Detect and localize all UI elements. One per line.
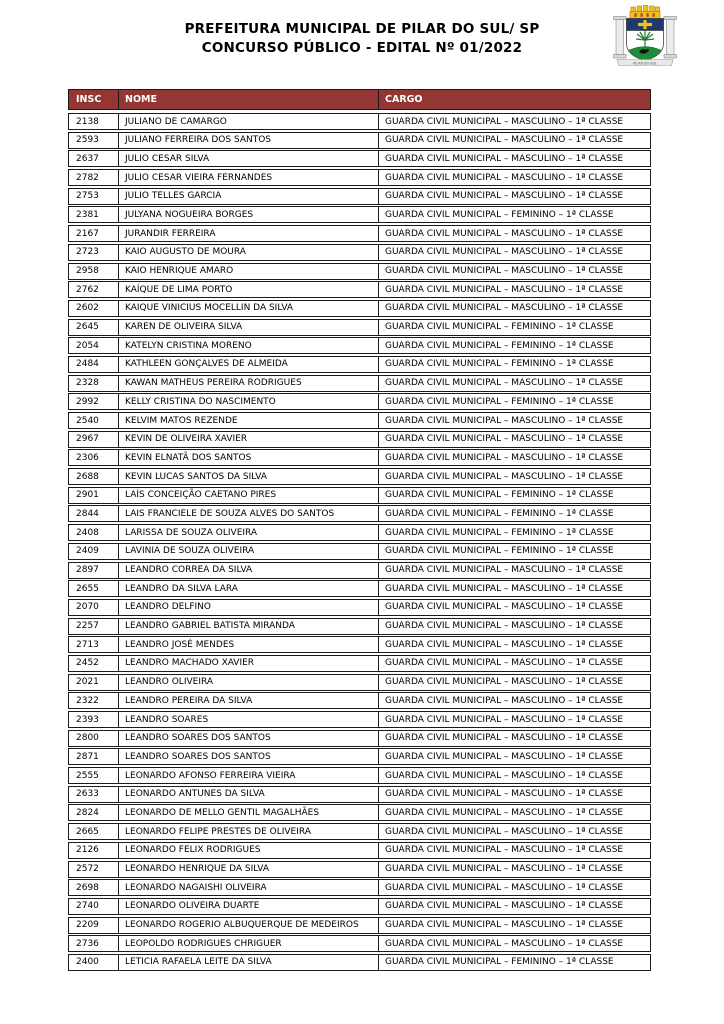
table-row xyxy=(68,449,651,466)
table-row xyxy=(68,356,651,373)
cell-cargo: GUARDA CIVIL MUNICIPAL – MASCULINO – 1ª CLASSE xyxy=(378,282,650,297)
cell-nome: LAVINIA DE SOUZA OLIVEIRA xyxy=(118,544,378,559)
cell-insc: 2762 xyxy=(76,284,99,295)
cell-nome: LEANDRO PEREIRA DA SILVA xyxy=(118,693,378,708)
cell-nome: KAREN DE OLIVEIRA SILVA xyxy=(118,320,378,335)
cell-insc: 2138 xyxy=(76,116,99,127)
cell-insc: 2167 xyxy=(76,228,99,239)
table-row xyxy=(68,412,651,429)
cell-nome: LEANDRO OLIVEIRA xyxy=(118,675,378,690)
banner-icon xyxy=(617,60,673,66)
table-row xyxy=(68,319,651,336)
cell-nome: KELLY CRISTINA DO NASCIMENTO xyxy=(118,394,378,409)
cell-nome: JULIANO FERREIRA DOS SANTOS xyxy=(118,133,378,148)
table-row xyxy=(68,132,651,149)
cell-insc: 2593 xyxy=(76,135,99,146)
cell-cargo: GUARDA CIVIL MUNICIPAL – FEMININO – 1ª CLASSE xyxy=(378,320,650,335)
table-row xyxy=(68,543,651,560)
table-row xyxy=(68,169,651,186)
cell-nome: LEONARDO ROGERIO ALBUQUERQUE DE MEDEIROS xyxy=(118,918,378,933)
banner-text: PILAR DO SUL xyxy=(633,61,657,66)
cell-insc: 2257 xyxy=(76,621,99,632)
cell-cargo: GUARDA CIVIL MUNICIPAL – MASCULINO – 1ª CLASSE xyxy=(378,170,650,185)
cell-insc: 2740 xyxy=(76,901,99,912)
table-row xyxy=(68,337,651,354)
table-row xyxy=(68,636,651,653)
cell-nome: KATHLEEN GONÇALVES DE ALMEIDA xyxy=(118,357,378,372)
cell-insc: 2800 xyxy=(76,733,99,744)
cell-cargo: GUARDA CIVIL MUNICIPAL – FEMININO – 1ª CLASSE xyxy=(378,506,650,521)
table-row xyxy=(68,487,651,504)
table-row xyxy=(68,375,651,392)
cell-cargo: GUARDA CIVIL MUNICIPAL – FEMININO – 1ª CLASSE xyxy=(378,525,650,540)
cell-nome: KAÍQUE DE LIMA PORTO xyxy=(118,282,378,297)
cell-nome: KAIQUE VINICIUS MOCELLIN DA SILVA xyxy=(118,301,378,316)
cell-insc: 2070 xyxy=(76,602,99,613)
cell-insc: 2992 xyxy=(76,396,99,407)
table-row xyxy=(68,188,651,205)
cell-nome: LEANDRO DELFINO xyxy=(118,600,378,615)
crown-icon xyxy=(630,5,660,18)
cell-cargo: GUARDA CIVIL MUNICIPAL – MASCULINO – 1ª CLASSE xyxy=(378,656,650,671)
cell-cargo: GUARDA CIVIL MUNICIPAL – MASCULINO – 1ª CLASSE xyxy=(378,918,650,933)
cell-insc: 2633 xyxy=(76,789,99,800)
cell-cargo: GUARDA CIVIL MUNICIPAL – MASCULINO – 1ª CLASSE xyxy=(378,862,650,877)
cell-cargo: GUARDA CIVIL MUNICIPAL – MASCULINO – 1ª CLASSE xyxy=(378,189,650,204)
cell-cargo: GUARDA CIVIL MUNICIPAL – FEMININO – 1ª CLASSE xyxy=(378,338,650,353)
table-row xyxy=(68,431,651,448)
cell-insc: 2572 xyxy=(76,864,99,874)
results-table xyxy=(68,89,651,973)
table-row xyxy=(68,468,651,485)
cell-insc: 2901 xyxy=(76,490,99,501)
table-header-row xyxy=(68,89,651,110)
cell-cargo: GUARDA CIVIL MUNICIPAL – MASCULINO – 1ª CLASSE xyxy=(378,675,650,690)
table-row xyxy=(68,954,651,971)
cell-nome: LEANDRO CORREA DA SILVA xyxy=(118,563,378,578)
cell-insc: 2209 xyxy=(76,920,99,931)
cell-cargo: GUARDA CIVIL MUNICIPAL – MASCULINO – 1ª CLASSE xyxy=(378,693,650,708)
table-row xyxy=(68,917,651,934)
cell-insc: 2665 xyxy=(76,826,99,837)
cell-cargo: GUARDA CIVIL MUNICIPAL – MASCULINO – 1ª CLASSE xyxy=(378,114,650,129)
table-row xyxy=(68,804,651,821)
table-row xyxy=(68,562,651,579)
table-row xyxy=(68,113,651,130)
table-row xyxy=(68,618,651,635)
cell-cargo: GUARDA CIVIL MUNICIPAL – FEMININO – 1ª CLASSE xyxy=(378,955,650,970)
cell-insc: 2400 xyxy=(76,957,99,968)
table-row xyxy=(68,748,651,765)
cell-cargo: GUARDA CIVIL MUNICIPAL – MASCULINO – 1ª CLASSE xyxy=(378,301,650,316)
table-row xyxy=(68,393,651,410)
cell-cargo: GUARDA CIVIL MUNICIPAL – MASCULINO – 1ª CLASSE xyxy=(378,805,650,820)
cell-insc: 2602 xyxy=(76,303,99,314)
table-row xyxy=(68,655,651,672)
cell-nome: KAIO HENRIQUE AMARO xyxy=(118,264,378,279)
table-row xyxy=(68,935,651,952)
table-row xyxy=(68,823,651,840)
cell-nome: KEVIN LUCAS SANTOS DA SILVA xyxy=(118,469,378,484)
cell-cargo: GUARDA CIVIL MUNICIPAL – FEMININO – 1ª CLASSE xyxy=(378,207,650,222)
cell-cargo: GUARDA CIVIL MUNICIPAL – MASCULINO – 1ª CLASSE xyxy=(378,469,650,484)
cell-insc: 2408 xyxy=(76,527,99,538)
cell-cargo: GUARDA CIVIL MUNICIPAL – MASCULINO – 1ª CLASSE xyxy=(378,413,650,428)
cell-cargo: GUARDA CIVIL MUNICIPAL – MASCULINO – 1ª CLASSE xyxy=(378,432,650,447)
cell-cargo: GUARDA CIVIL MUNICIPAL – MASCULINO – 1ª CLASSE xyxy=(378,151,650,166)
cell-nome: JULYANA NOGUEIRA BORGES xyxy=(118,207,378,222)
table-row xyxy=(68,879,651,896)
cell-insc: 2897 xyxy=(76,565,99,575)
cell-insc: 2484 xyxy=(76,359,99,370)
cell-cargo: GUARDA CIVIL MUNICIPAL – MASCULINO – 1ª CLASSE xyxy=(378,843,650,858)
cell-cargo: GUARDA CIVIL MUNICIPAL – MASCULINO – 1ª CLASSE xyxy=(378,731,650,746)
cell-insc: 2393 xyxy=(76,714,99,725)
cell-insc: 2645 xyxy=(76,322,99,333)
cell-nome: KEVIN DE OLIVEIRA XAVIER xyxy=(118,432,378,447)
cell-nome: JULIANO DE CAMARGO xyxy=(118,114,378,129)
cell-insc: 2021 xyxy=(76,677,99,688)
table-row xyxy=(68,692,651,709)
cell-nome: LETICIA RAFAELA LEITE DA SILVA xyxy=(118,955,378,970)
cell-nome: JULIO CESAR VIEIRA FERNANDES xyxy=(118,170,378,185)
cell-insc: 2126 xyxy=(76,845,99,856)
cell-nome: JULIO TELLES GARCIA xyxy=(118,189,378,204)
cell-insc: 2540 xyxy=(76,415,99,426)
cell-cargo: GUARDA CIVIL MUNICIPAL – MASCULINO – 1ª CLASSE xyxy=(378,880,650,895)
cell-cargo: GUARDA CIVIL MUNICIPAL – MASCULINO – 1ª CLASSE xyxy=(378,637,650,652)
cell-cargo: GUARDA CIVIL MUNICIPAL – MASCULINO – 1ª CLASSE xyxy=(378,226,650,241)
cell-cargo: GUARDA CIVIL MUNICIPAL – MASCULINO – 1ª CLASSE xyxy=(378,264,650,279)
cell-insc: 2054 xyxy=(76,340,99,351)
table-row xyxy=(68,263,651,280)
cell-cargo: GUARDA CIVIL MUNICIPAL – MASCULINO – 1ª CLASSE xyxy=(378,712,650,727)
table-row xyxy=(68,599,651,616)
cell-insc: 2381 xyxy=(76,209,99,220)
cell-nome: LEANDRO SOARES xyxy=(118,712,378,727)
cell-insc: 2713 xyxy=(76,639,99,650)
cell-cargo: GUARDA CIVIL MUNICIPAL – MASCULINO – 1ª CLASSE xyxy=(378,749,650,764)
cell-insc: 2871 xyxy=(76,751,99,762)
cell-nome: KEVIN ELNATÃ DOS SANTOS xyxy=(118,450,378,465)
cell-nome: LEONARDO FELIPE PRESTES DE OLIVEIRA xyxy=(118,824,378,839)
cell-nome: LEONARDO HENRIQUE DA SILVA xyxy=(118,862,378,877)
shield-icon xyxy=(627,19,664,61)
table-row xyxy=(68,580,651,597)
cell-cargo: GUARDA CIVIL MUNICIPAL – FEMININO – 1ª CLASSE xyxy=(378,544,650,559)
cell-nome: LEANDRO MACHADO XAVIER xyxy=(118,656,378,671)
cell-insc: 2844 xyxy=(76,508,99,519)
table-row xyxy=(68,524,651,541)
cell-cargo: GUARDA CIVIL MUNICIPAL – MASCULINO – 1ª CLASSE xyxy=(378,133,650,148)
table-row xyxy=(68,842,651,859)
cell-cargo: GUARDA CIVIL MUNICIPAL – MASCULINO – 1ª CLASSE xyxy=(378,768,650,783)
cell-nome: LEONARDO AFONSO FERREIRA VIEIRA xyxy=(118,768,378,783)
cell-insc: 2452 xyxy=(76,658,99,669)
cell-insc: 2306 xyxy=(76,452,99,463)
cell-nome: LAIS FRANCIELE DE SOUZA ALVES DO SANTOS xyxy=(118,506,378,521)
table-row xyxy=(68,244,651,261)
cell-nome: KAIO AUGUSTO DE MOURA xyxy=(118,245,378,260)
table-row xyxy=(68,206,651,223)
cell-insc: 2753 xyxy=(76,191,99,202)
cell-cargo: GUARDA CIVIL MUNICIPAL – MASCULINO – 1ª CLASSE xyxy=(378,619,650,634)
column-header-cargo: CARGO xyxy=(378,90,650,109)
table-row xyxy=(68,300,651,317)
cell-cargo: GUARDA CIVIL MUNICIPAL – MASCULINO – 1ª CLASSE xyxy=(378,245,650,260)
page-title: PREFEITURA MUNICIPAL DE PILAR DO SUL/ SP xyxy=(184,21,540,37)
cell-nome: LEANDRO DA SILVA LARA xyxy=(118,581,378,596)
table-body xyxy=(68,113,651,971)
table-row xyxy=(68,711,651,728)
table-row xyxy=(68,861,651,878)
cell-cargo: GUARDA CIVIL MUNICIPAL – MASCULINO – 1ª CLASSE xyxy=(378,936,650,951)
cell-nome: LEANDRO SOARES DOS SANTOS xyxy=(118,749,378,764)
right-column-icon xyxy=(664,17,677,59)
cell-cargo: GUARDA CIVIL MUNICIPAL – FEMININO – 1ª CLASSE xyxy=(378,394,650,409)
cell-nome: LEANDRO SOARES DOS SANTOS xyxy=(118,731,378,746)
cell-cargo: GUARDA CIVIL MUNICIPAL – MASCULINO – 1ª CLASSE xyxy=(378,563,650,578)
cell-insc: 2824 xyxy=(76,807,99,818)
cell-nome: KELVIM MATOS REZENDE xyxy=(118,413,378,428)
table-row xyxy=(68,281,651,298)
cell-insc: 2328 xyxy=(76,378,99,389)
table-row xyxy=(68,150,651,167)
cell-insc: 2655 xyxy=(76,583,99,594)
cell-nome: LEONARDO DE MELLO GENTIL MAGALHÃES xyxy=(118,805,378,820)
table-row xyxy=(68,505,651,522)
coat-of-arms-icon xyxy=(610,3,680,69)
cell-cargo: GUARDA CIVIL MUNICIPAL – MASCULINO – 1ª CLASSE xyxy=(378,787,650,802)
cell-nome: KAWAN MATHEUS PEREIRA RODRIGUES xyxy=(118,376,378,391)
cell-insc: 2967 xyxy=(76,434,99,445)
cell-insc: 2637 xyxy=(76,153,99,164)
cell-cargo: GUARDA CIVIL MUNICIPAL – MASCULINO – 1ª CLASSE xyxy=(378,600,650,615)
table-row xyxy=(68,767,651,784)
cell-insc: 2322 xyxy=(76,695,99,706)
cell-insc: 2723 xyxy=(76,247,99,258)
cell-cargo: GUARDA CIVIL MUNICIPAL – MASCULINO – 1ª CLASSE xyxy=(378,824,650,839)
cell-nome: LEONARDO NAGAISHI OLIVEIRA xyxy=(118,880,378,895)
cell-cargo: GUARDA CIVIL MUNICIPAL – MASCULINO – 1ª CLASSE xyxy=(378,581,650,596)
table-row xyxy=(68,225,651,242)
cell-insc: 2688 xyxy=(76,471,99,482)
cell-nome: LEOPOLDO RODRIGUES CHRIGUER xyxy=(118,936,378,951)
column-header-nome: NOME xyxy=(118,90,378,109)
cell-insc: 2555 xyxy=(76,770,99,781)
table-row xyxy=(68,898,651,915)
cell-nome: LEANDRO JOSÉ MENDES xyxy=(118,637,378,652)
cell-insc: 2409 xyxy=(76,546,99,557)
cell-nome: LAÍS CONCEIÇÃO CAETANO PIRES xyxy=(118,488,378,503)
cell-nome: JURANDIR FERREIRA xyxy=(118,226,378,241)
cell-cargo: GUARDA CIVIL MUNICIPAL – FEMININO – 1ª CLASSE xyxy=(378,488,650,503)
cell-insc: 2782 xyxy=(76,172,99,183)
cell-nome: KATELYN CRISTINA MORENO xyxy=(118,338,378,353)
cell-insc: 2698 xyxy=(76,882,99,893)
cell-insc: 2958 xyxy=(76,266,99,276)
table-row xyxy=(68,674,651,691)
page-subtitle: CONCURSO PÚBLICO - EDITAL Nº 01/2022 xyxy=(201,40,523,56)
cell-nome: LEONARDO FELIX RODRIGUES xyxy=(118,843,378,858)
cell-nome: LARISSA DE SOUZA OLIVEIRA xyxy=(118,525,378,540)
cell-cargo: GUARDA CIVIL MUNICIPAL – MASCULINO – 1ª CLASSE xyxy=(378,899,650,914)
table-row xyxy=(68,730,651,747)
cell-nome: JULIO CESAR SILVA xyxy=(118,151,378,166)
cell-cargo: GUARDA CIVIL MUNICIPAL – FEMININO – 1ª CLASSE xyxy=(378,357,650,372)
cell-cargo: GUARDA CIVIL MUNICIPAL – MASCULINO – 1ª CLASSE xyxy=(378,376,650,391)
cell-nome: LEANDRO GABRIEL BATISTA MIRANDA xyxy=(118,619,378,634)
table-row xyxy=(68,786,651,803)
cell-cargo: GUARDA CIVIL MUNICIPAL – MASCULINO – 1ª CLASSE xyxy=(378,450,650,465)
left-column-icon xyxy=(614,17,627,59)
cell-nome: LEONARDO OLIVEIRA DUARTE xyxy=(118,899,378,914)
cell-nome: LEONARDO ANTUNES DA SILVA xyxy=(118,787,378,802)
cell-insc: 2736 xyxy=(76,938,99,949)
column-header-insc: INSC xyxy=(76,94,102,105)
